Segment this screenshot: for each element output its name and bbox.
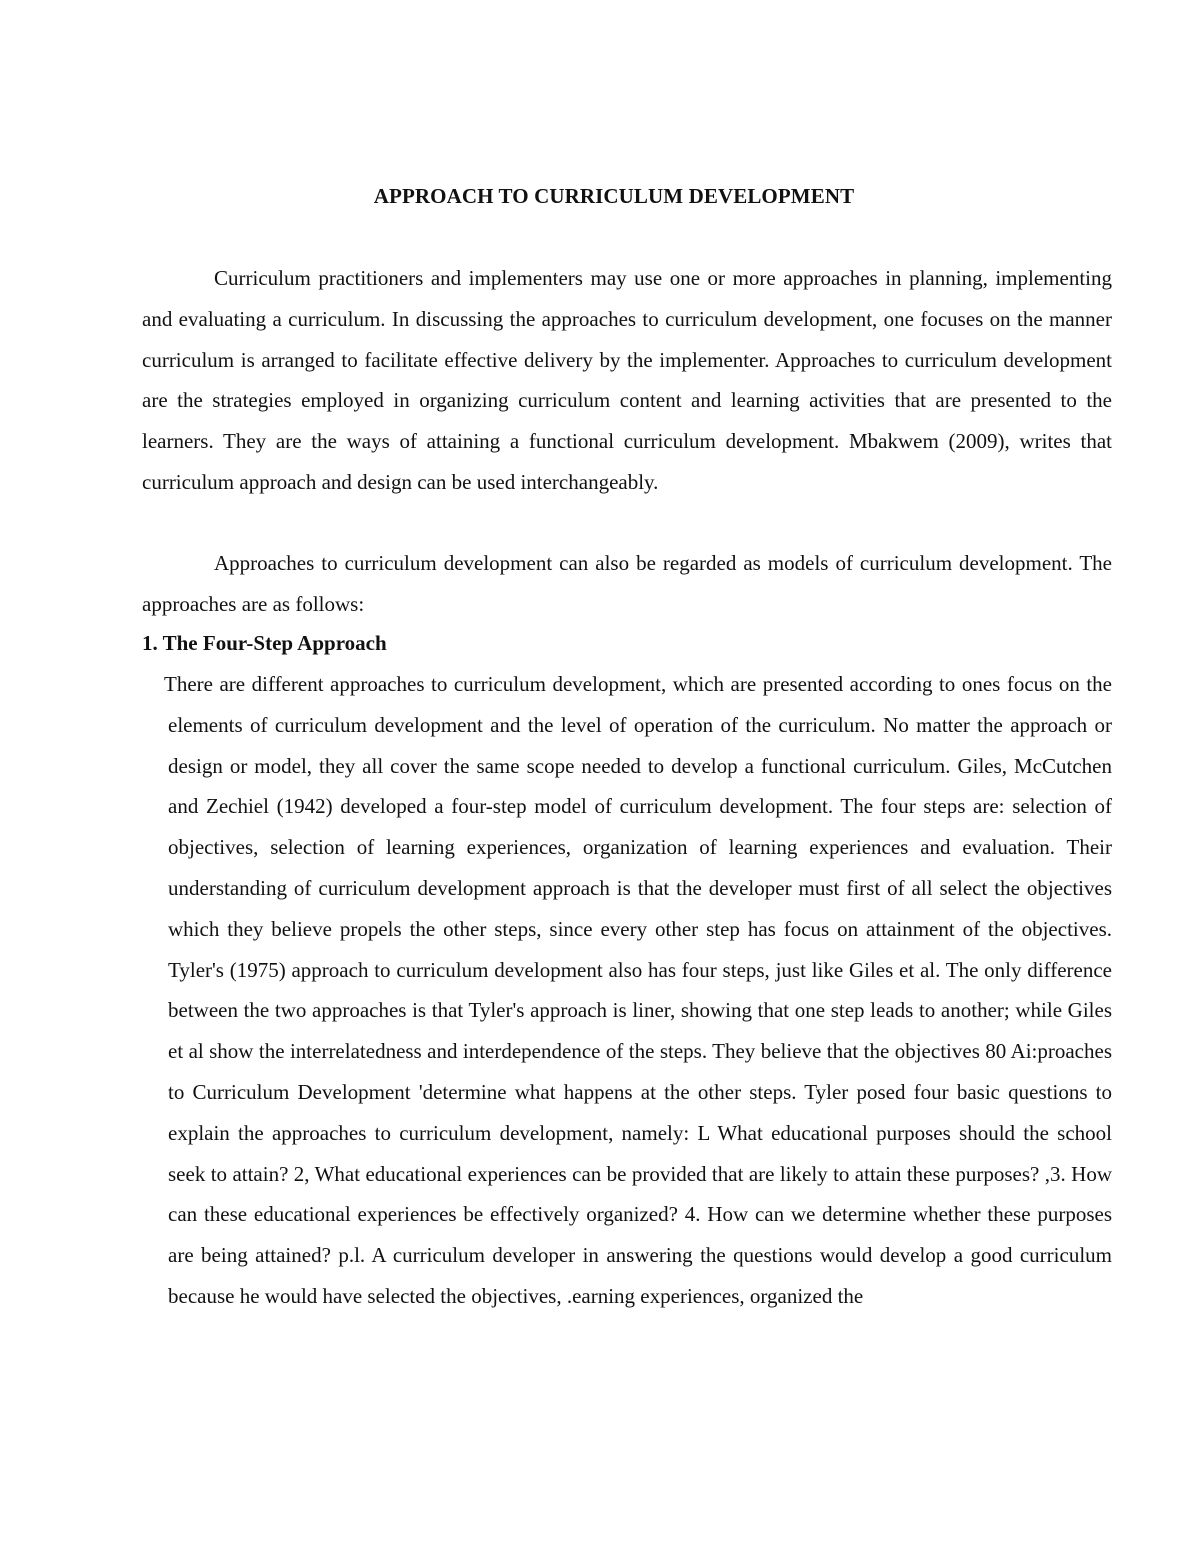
- intro-paragraph: Curriculum practitioners and implementers may use one or more approaches in planning, implementing and evaluating a curriculum. In discussing the approaches to curriculum development, one focuses on the manner curriculum is arranged to facilitate effective delivery by the implementer. Approaches to curriculum development are the strategies employed in organizing curriculum content and learning activities that are presented to the learners. They are the ways of attaining a functional curriculum development. Mbakwem (2009), writes that curriculum approach and design can be used interchangeably.: [142, 266, 1112, 494]
- four-step-paragraph: There are different approaches to curriculum development, which are presented according to ones focus on the elements of curriculum development and the level of operation of the curriculum. No matter the approach or design or model, they all cover the same scope needed to develop a functional curriculum. Giles, McCutchen and Zechiel (1942) developed a four-step model of curriculum development. The four steps are: selection of objectives, selection of learning experiences, organization of learning experiences and evaluation. Their understanding of curriculum development approach is that the developer must first of all select the objectives which they believe propels the other steps, since every other step has focus on attainment of the objectives. Tyler's (1975) approach to curriculum development also has four steps, just like Giles et al. The only difference between the two approaches is that Tyler's approach is liner, showing that one step leads to another; while Giles et al show the interrelatedness and interdependence of the steps. They believe that the objectives 80 Ai:proaches to Curriculum Development 'determine what happens at the other steps. Tyler posed four basic questions to explain the approaches to curriculum development, namely: L What educational purposes should the school seek to attain? 2, What educational experiences can be provided that are likely to attain these purposes? ,3. How can these educational experiences be effectively organized? 4. How can we determine whether these purposes are being attained? p.l. A curriculum developer in answering the questions would develop a good curriculum because he would have selected the objectives, .earning experiences, organized the: [164, 672, 1112, 1308]
- page-title: APPROACH TO CURRICULUM DEVELOPMENT: [373, 184, 855, 208]
- approaches-paragraph: Approaches to curriculum development can also be regarded as models of curriculum development. The approaches are as follows:: [142, 551, 1112, 616]
- section-heading-four-step: 1. The Four-Step Approach: [142, 631, 387, 655]
